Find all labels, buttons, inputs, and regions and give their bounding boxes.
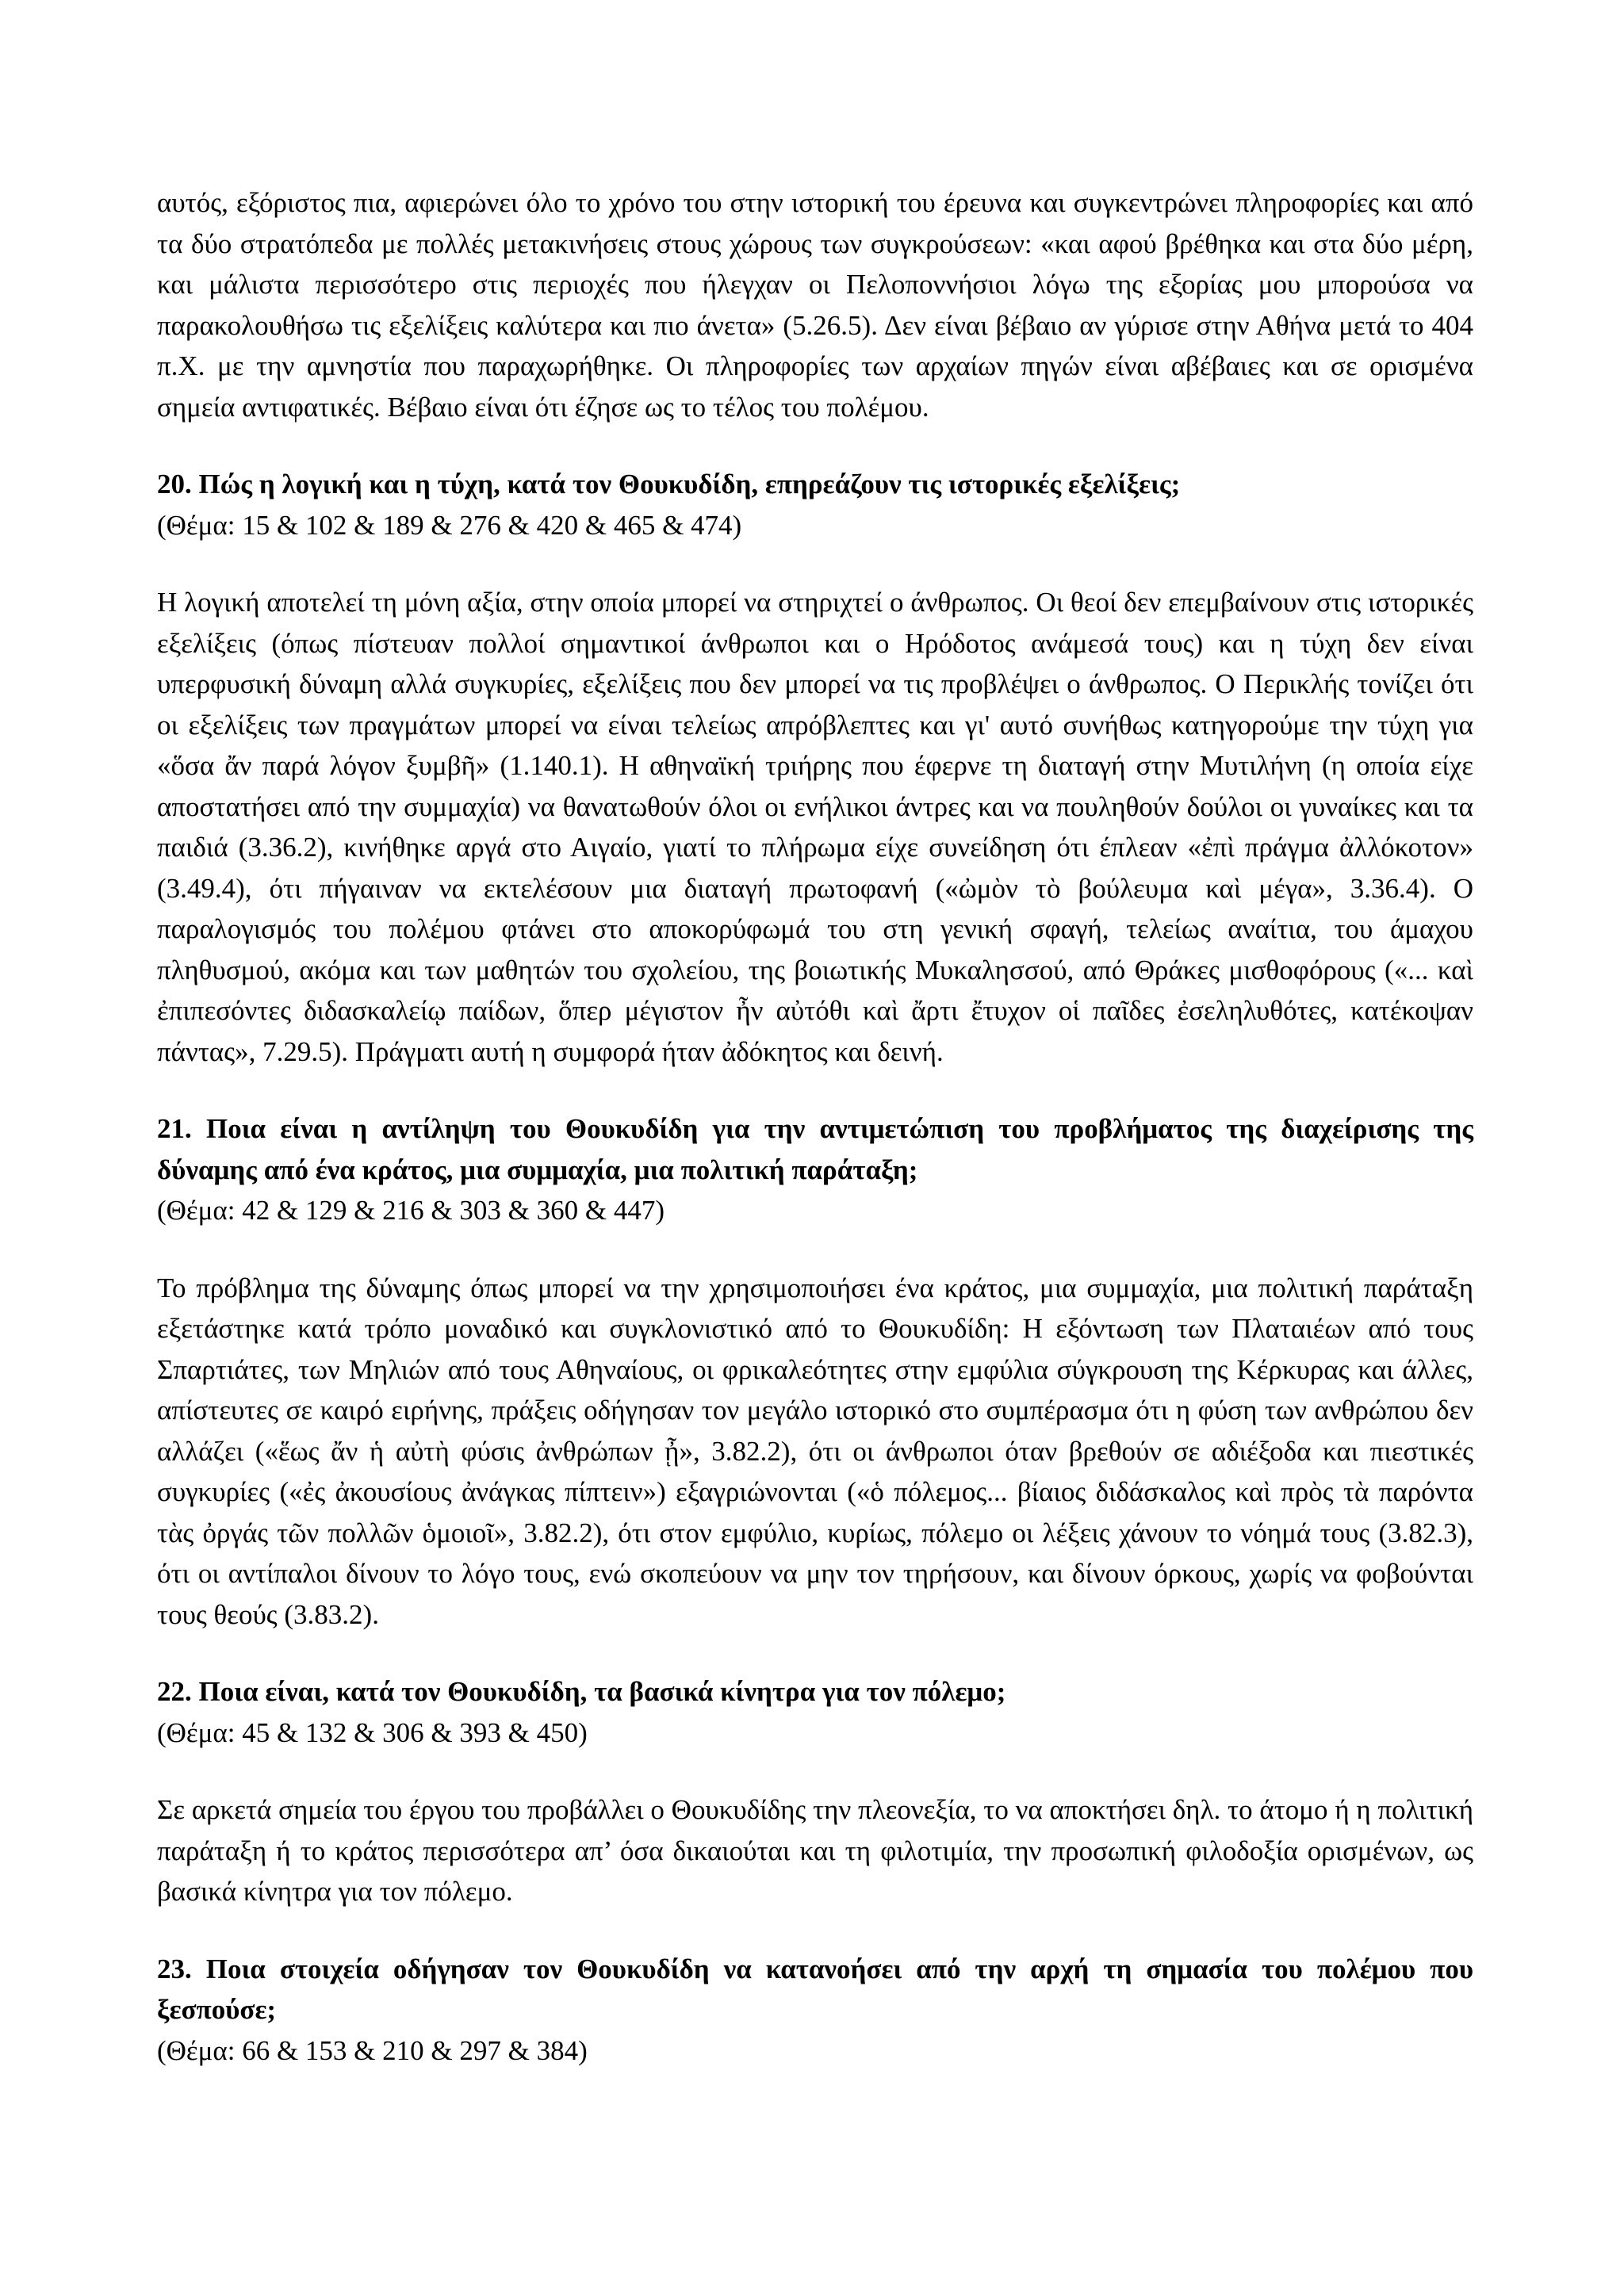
spacer [157, 1753, 1473, 1789]
question-22-title: 22. Ποια είναι, κατά τον Θουκυδίδη, τα βασικά κίνητρα για τον πόλεμο; [157, 1676, 1006, 1707]
question-21-topics: (Θέμα: 42 & 129 & 216 & 303 & 360 & 447) [157, 1195, 665, 1226]
intro-paragraph: αυτός, εξόριστος πια, αφιερώνει όλο το χρόνο του στην ιστορική του έρευνα και συγκεντρώνει πληροφορίες και από τα δύο στρατόπεδα με πολλές μετακινήσεις στους χώρους των συγκρούσεων: «και αφού βρέθηκα και στα δύο μέρη, και μάλιστα περισσότερο στις περιοχές που ήλεγχαν οι Πελοποννήσιοι λόγω της εξορίας μου μπορούσα να παρακολουθήσω τις εξελίξεις καλύτερα και πιο άνετα» (5.26.5). Δεν είναι βέβαιο αν γύρισε στην Αθήνα μετά το 404 π.Χ. με την αμνηστία που παραχωρήθηκε. Οι πληροφορίες των αρχαίων πηγών είναι αβέβαιες και σε ορισμένα σημεία αντιφατικές. Βέβαιο είναι ότι έζησε ως το τέλος του πολέμου. [157, 187, 1473, 423]
spacer [157, 1072, 1473, 1108]
spacer [157, 1635, 1473, 1671]
question-23-topics: (Θέμα: 66 & 153 & 210 & 297 & 384) [157, 2034, 588, 2066]
spacer [157, 545, 1473, 582]
spacer [157, 427, 1473, 464]
question-21-title: 21. Ποια είναι η αντίληψη του Θουκυδίδη για την αντιμετώπιση του προβλήματος της διαχείρισης της δύναμης από ένα κράτος, μια συμμαχία, μια πολιτική παράταξη; [157, 1113, 1473, 1185]
question-20-topics: (Θέμα: 15 & 102 & 189 & 276 & 420 & 465 & 474) [157, 509, 742, 541]
question-22-topics: (Θέμα: 45 & 132 & 306 & 393 & 450) [157, 1716, 588, 1748]
question-20-title: 20. Πώς η λογική και η τύχη, κατά τον Θουκυδίδη, επηρεάζουν τις ιστορικές εξελίξεις; [157, 469, 1181, 499]
question-23-title: 23. Ποια στοιχεία οδήγησαν τον Θουκυδίδη να κατανοήσει από την αρχή τη σημασία του πολέμου που ξεσπούσε; [157, 1953, 1473, 2025]
spacer [157, 1231, 1473, 1268]
question-21-answer: Το πρόβλημα της δύναμης όπως μπορεί να την χρησιμοποιήσει ένα κράτος, μια συμμαχία, μια πολιτική παράταξη εξετάστηκε κατά τρόπο μοναδικό και συγκλονιστικό από το Θουκυδίδη: Η εξόντωση των Πλαταιέων από τους Σπαρτιάτες, των Μηλιών από τους Αθηναίους, οι φρικαλεότητες στην εμφύλια σύγκρουση της Κέρκυρας και άλλες, απίστευτες σε καιρό ειρήνης, πράξεις οδήγησαν τον μεγάλο ιστορικό στο συμπέρασμα ότι η φύση των ανθρώπου δεν αλλάζει («ἕως ἄν ἡ αὐτὴ φύσις ἀνθρώπων ᾖ», 3.82.2), ότι οι άνθρωποι όταν βρεθούν σε αδιέξοδα και πιεστικές συγκυρίες («ἐς ἀκουσίους ἀνάγκας πίπτειν») εξαγριώνονται («ὁ πόλεμος... βίαιος διδάσκαλος καὶ πρὸς τὰ παρόντα τὰς ὀργάς τῶν πολλῶν ὁμοιοῖ», 3.82.2), ότι στον εμφύλιο, κυρίως, πόλεμο οι λέξεις χάνουν το νόημά τους (3.82.3), ότι οι αντίπαλοι δίνουν το λόγο τους, ενώ σκοπεύουν να μην τον τηρήσουν, και δίνουν όρκους, χωρίς να φοβούνται τους θεούς (3.83.2). [157, 1272, 1473, 1630]
spacer [157, 1912, 1473, 1949]
question-20-answer: Η λογική αποτελεί τη μόνη αξία, στην οποία μπορεί να στηριχτεί ο άνθρωπος. Οι θεοί δεν επεμβαίνουν στις ιστορικές εξελίξεις (όπως πίστευαν πολλοί σημαντικοί άνθρωποι και ο Ηρόδοτος ανάμεσά τους) και η τύχη δεν είναι υπερφυσική δύναμη αλλά συγκυρίες, εξελίξεις που δεν μπορεί να τις προβλέψει ο άνθρωπος. Ο Περικλής τονίζει ότι οι εξελίξεις των πραγμάτων μπορεί να είναι τελείως απρόβλεπτες και γι' αυτό συνήθως κατηγορούμε την τύχη για «ὅσα ἄν παρά λόγον ξυμβῆ» (1.140.1). Η αθηναϊκή τριήρης που έφερνε τη διαταγή στην Μυτιλήνη (η οποία είχε αποστατήσει από την συμμαχία) να θανατωθούν όλοι οι ενήλικοι άντρες και να πουληθούν δούλοι οι γυναίκες και τα παιδιά (3.36.2), κινήθηκε αργά στο Αιγαίο, γιατί το πλήρωμα είχε συνείδηση ότι έπλεαν «ἐπὶ πράγμα ἀλλόκοτον» (3.49.4), ότι πήγαιναν να εκτελέσουν μια διαταγή πρωτοφανή («ὠμὸν τὸ βούλευμα καὶ μέγα», 3.36.4). Ο παραλογισμός του πολέμου φτάνει στο αποκορύφωμά του στη γενική σφαγή, τελείως αναίτια, του άμαχου πληθυσμού, ακόμα και των μαθητών του σχολείου, της βοιωτικής Μυκαλησσού, από Θράκες μισθοφόρους («... καὶ ἐπιπεσόντες διδασκαλείῳ παίδων, ὅπερ μέγιστον ἦν αὐτόθι καὶ ἄρτι ἔτυχον οἱ παῖδες ἐσεληλυθότες, κατέκοψαν πάντας», 7.29.5). Πράγματι αυτή η συμφορά ήταν ἀδόκητος και δεινή. [157, 587, 1473, 1067]
question-22-answer: Σε αρκετά σημεία του έργου του προβάλλει ο Θουκυδίδης την πλεονεξία, το να αποκτήσει δηλ. το άτομο ή η πολιτική παράταξη ή το κράτος περισσότερα απ’ όσα δικαιούται και τη φιλοτιμία, την προσωπική φιλοδοξία ορισμένων, ως βασικά κίνητρα για τον πόλεμο. [157, 1794, 1473, 1907]
document-page [157, 182, 1473, 2071]
